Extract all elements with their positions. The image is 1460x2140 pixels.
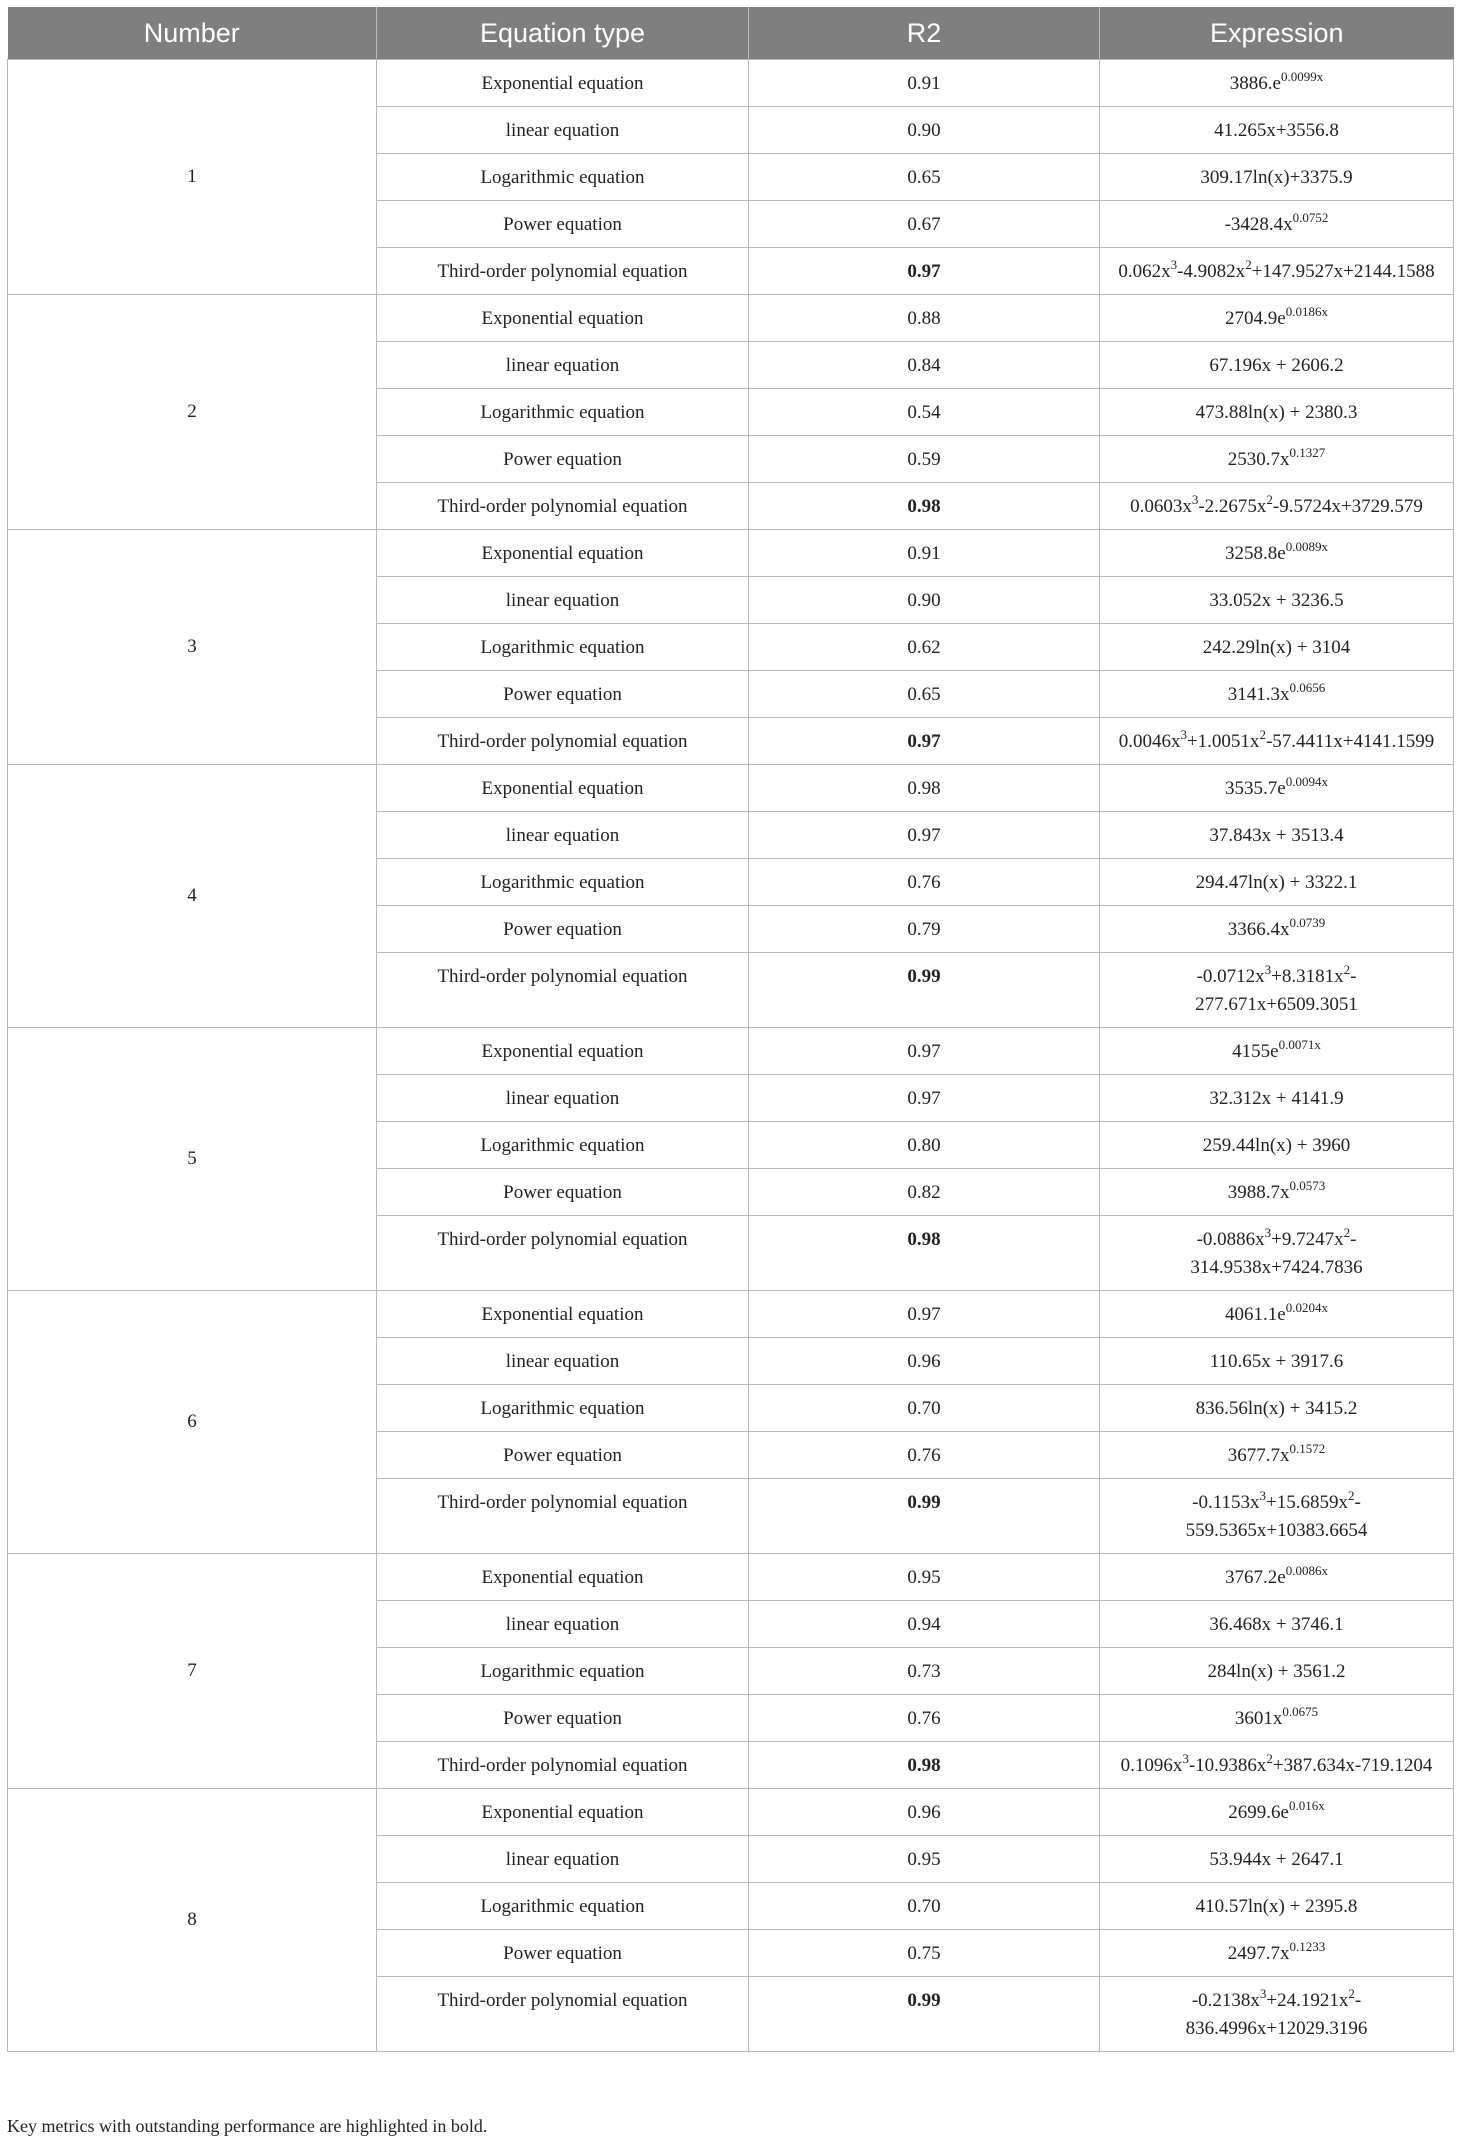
equation-type-cell: Exponential equation [377,295,749,342]
expression-cell: 33.052x + 3236.5 [1100,577,1454,624]
equation-type-cell: Third-order polynomial equation [377,1977,749,2052]
r2-cell: 0.95 [749,1554,1100,1601]
expression-cell: $4155e^{0.0071x}$ [1100,1028,1454,1075]
r2-cell: 0.97 [749,248,1100,295]
r2-cell: 0.62 [749,624,1100,671]
group-number-cell: 3 [8,530,377,765]
expression-cell: $3258.8e^{0.0089x}$ [1100,530,1454,577]
equation-type-cell: Power equation [377,1695,749,1742]
equation-type-cell: Power equation [377,201,749,248]
table-container [7,7,1453,2052]
expression-cell: $-0.0712x^3+8.3181x^2-$ 277.671x+6509.3051 [1100,953,1454,1028]
r2-cell: 0.75 [749,1930,1100,1977]
equation-type-cell: Third-order polynomial equation [377,248,749,295]
equation-type-cell: linear equation [377,812,749,859]
expression-cell: 836.56ln(x) + 3415.2 [1100,1385,1454,1432]
expression-cell: $2704.9e^{0.0186x}$ [1100,295,1454,342]
expression-cell: $3366.4x^{0.0739}$ [1100,906,1454,953]
equation-fit-table [7,7,1454,2052]
expression-cell: $3601x^{0.0675}$ [1100,1695,1454,1742]
equation-type-cell: Logarithmic equation [377,624,749,671]
r2-cell: 0.97 [749,1291,1100,1338]
r2-cell: 0.70 [749,1385,1100,1432]
equation-type-cell: Power equation [377,1432,749,1479]
table-row [8,295,1454,342]
equation-type-cell: linear equation [377,107,749,154]
table-row [8,1028,1454,1075]
r2-cell: 0.84 [749,342,1100,389]
equation-type-cell: Power equation [377,436,749,483]
r2-cell: 0.97 [749,1075,1100,1122]
equation-type-cell: Exponential equation [377,1789,749,1836]
r2-cell: 0.70 [749,1883,1100,1930]
table-row [8,1291,1454,1338]
expression-cell: $-3428.4x^{0.0752}$ [1100,201,1454,248]
expression-cell: 36.468x + 3746.1 [1100,1601,1454,1648]
r2-cell: 0.98 [749,1742,1100,1789]
expression-cell: 473.88ln(x) + 2380.3 [1100,389,1454,436]
r2-cell: 0.90 [749,107,1100,154]
expression-cell: $3141.3x^{0.0656}$ [1100,671,1454,718]
expression-cell: $0.0046x^3+1.0051x^2-57.4411x+4141.1599$ [1100,718,1454,765]
r2-cell: 0.99 [749,1479,1100,1554]
expression-cell: $3677.7x^{0.1572}$ [1100,1432,1454,1479]
table-row [8,1789,1454,1836]
equation-type-cell: Logarithmic equation [377,389,749,436]
expression-cell: $4061.1e^{0.0204x}$ [1100,1291,1454,1338]
r2-cell: 0.97 [749,718,1100,765]
r2-cell: 0.95 [749,1836,1100,1883]
expression-cell: $0.1096x^3-10.9386x^2+387.634x-719.1204$ [1100,1742,1454,1789]
group-number-cell: 4 [8,765,377,1028]
expression-cell: $2530.7x^{0.1327}$ [1100,436,1454,483]
expression-cell: $0.0603x^3-2.2675x^2-9.5724x+3729.579$ [1100,483,1454,530]
expression-cell: $-0.1153x^3+15.6859x^2-$ 559.5365x+10383.6654 [1100,1479,1454,1554]
r2-cell: 0.91 [749,530,1100,577]
equation-type-cell: Exponential equation [377,1028,749,1075]
equation-type-cell: Third-order polynomial equation [377,1216,749,1291]
r2-cell: 0.99 [749,953,1100,1028]
table-row [8,530,1454,577]
equation-type-cell: Exponential equation [377,1291,749,1338]
r2-cell: 0.98 [749,765,1100,812]
equation-type-cell: linear equation [377,342,749,389]
r2-cell: 0.79 [749,906,1100,953]
equation-type-cell: Third-order polynomial equation [377,953,749,1028]
equation-type-cell: Power equation [377,906,749,953]
expression-cell: 32.312x + 4141.9 [1100,1075,1454,1122]
header-equation-type: Equation type [377,7,749,60]
expression-cell: 410.57ln(x) + 2395.8 [1100,1883,1454,1930]
expression-cell: 37.843x + 3513.4 [1100,812,1454,859]
equation-type-cell: linear equation [377,577,749,624]
r2-cell: 0.88 [749,295,1100,342]
group-number-cell: 1 [8,60,377,295]
group-number-cell: 8 [8,1789,377,2052]
expression-cell: $0.062x^3-4.9082x^2+147.9527x+2144.1588$ [1100,248,1454,295]
expression-cell: $3535.7e^{0.0094x}$ [1100,765,1454,812]
table-body [8,60,1454,2052]
r2-cell: 0.94 [749,1601,1100,1648]
expression-cell: $2497.7x^{0.1233}$ [1100,1930,1454,1977]
r2-cell: 0.65 [749,154,1100,201]
expression-cell: 309.17ln(x)+3375.9 [1100,154,1454,201]
equation-type-cell: Exponential equation [377,530,749,577]
expression-cell: 53.944x + 2647.1 [1100,1836,1454,1883]
equation-type-cell: Third-order polynomial equation [377,1742,749,1789]
expression-cell: 284ln(x) + 3561.2 [1100,1648,1454,1695]
expression-cell: 110.65x + 3917.6 [1100,1338,1454,1385]
equation-type-cell: Exponential equation [377,60,749,107]
expression-cell: $2699.6e^{0.016x}$ [1100,1789,1454,1836]
table-footnote: Key metrics with outstanding performance are highlighted in bold. [7,2116,488,2136]
group-number-cell: 7 [8,1554,377,1789]
r2-cell: 0.90 [749,577,1100,624]
r2-cell: 0.73 [749,1648,1100,1695]
equation-type-cell: Logarithmic equation [377,1648,749,1695]
r2-cell: 0.80 [749,1122,1100,1169]
expression-cell: $3767.2e^{0.0086x}$ [1100,1554,1454,1601]
equation-type-cell: linear equation [377,1836,749,1883]
equation-type-cell: Third-order polynomial equation [377,718,749,765]
header-row [8,7,1454,60]
r2-cell: 0.97 [749,1028,1100,1075]
table-row [8,60,1454,107]
equation-type-cell: Third-order polynomial equation [377,1479,749,1554]
expression-cell: $3886.e^{0.0099x}$ [1100,60,1454,107]
r2-cell: 0.98 [749,483,1100,530]
r2-cell: 0.76 [749,1695,1100,1742]
equation-type-cell: Power equation [377,1169,749,1216]
r2-cell: 0.59 [749,436,1100,483]
expression-cell: 67.196x + 2606.2 [1100,342,1454,389]
group-number-cell: 5 [8,1028,377,1291]
r2-cell: 0.76 [749,859,1100,906]
table-header [8,7,1454,60]
r2-cell: 0.76 [749,1432,1100,1479]
equation-type-cell: Logarithmic equation [377,1883,749,1930]
equation-type-cell: Exponential equation [377,1554,749,1601]
equation-type-cell: Power equation [377,1930,749,1977]
expression-cell: 41.265x+3556.8 [1100,107,1454,154]
r2-cell: 0.96 [749,1789,1100,1836]
expression-cell: 259.44ln(x) + 3960 [1100,1122,1454,1169]
r2-cell: 0.54 [749,389,1100,436]
expression-cell: 294.47ln(x) + 3322.1 [1100,859,1454,906]
r2-cell: 0.91 [749,60,1100,107]
equation-type-cell: Logarithmic equation [377,1385,749,1432]
header-number: Number [8,7,377,60]
equation-type-cell: linear equation [377,1075,749,1122]
r2-cell: 0.96 [749,1338,1100,1385]
equation-type-cell: Third-order polynomial equation [377,483,749,530]
group-number-cell: 6 [8,1291,377,1554]
equation-type-cell: linear equation [377,1601,749,1648]
equation-type-cell: Power equation [377,671,749,718]
expression-cell: $-0.2138x^3+24.1921x^2-$ 836.4996x+12029.3196 [1100,1977,1454,2052]
equation-type-cell: linear equation [377,1338,749,1385]
header-expression: Expression [1100,7,1454,60]
r2-cell: 0.99 [749,1977,1100,2052]
equation-type-cell: Logarithmic equation [377,1122,749,1169]
equation-type-cell: Exponential equation [377,765,749,812]
table-row [8,765,1454,812]
r2-cell: 0.67 [749,201,1100,248]
expression-cell: 242.29ln(x) + 3104 [1100,624,1454,671]
r2-cell: 0.65 [749,671,1100,718]
equation-type-cell: Logarithmic equation [377,154,749,201]
r2-cell: 0.82 [749,1169,1100,1216]
equation-type-cell: Logarithmic equation [377,859,749,906]
header-r2: R2 [749,7,1100,60]
expression-cell: $-0.0886x^3+9.7247x^2-$ 314.9538x+7424.7836 [1100,1216,1454,1291]
expression-cell: $3988.7x^{0.0573}$ [1100,1169,1454,1216]
r2-cell: 0.97 [749,812,1100,859]
r2-cell: 0.98 [749,1216,1100,1291]
table-row [8,1554,1454,1601]
group-number-cell: 2 [8,295,377,530]
